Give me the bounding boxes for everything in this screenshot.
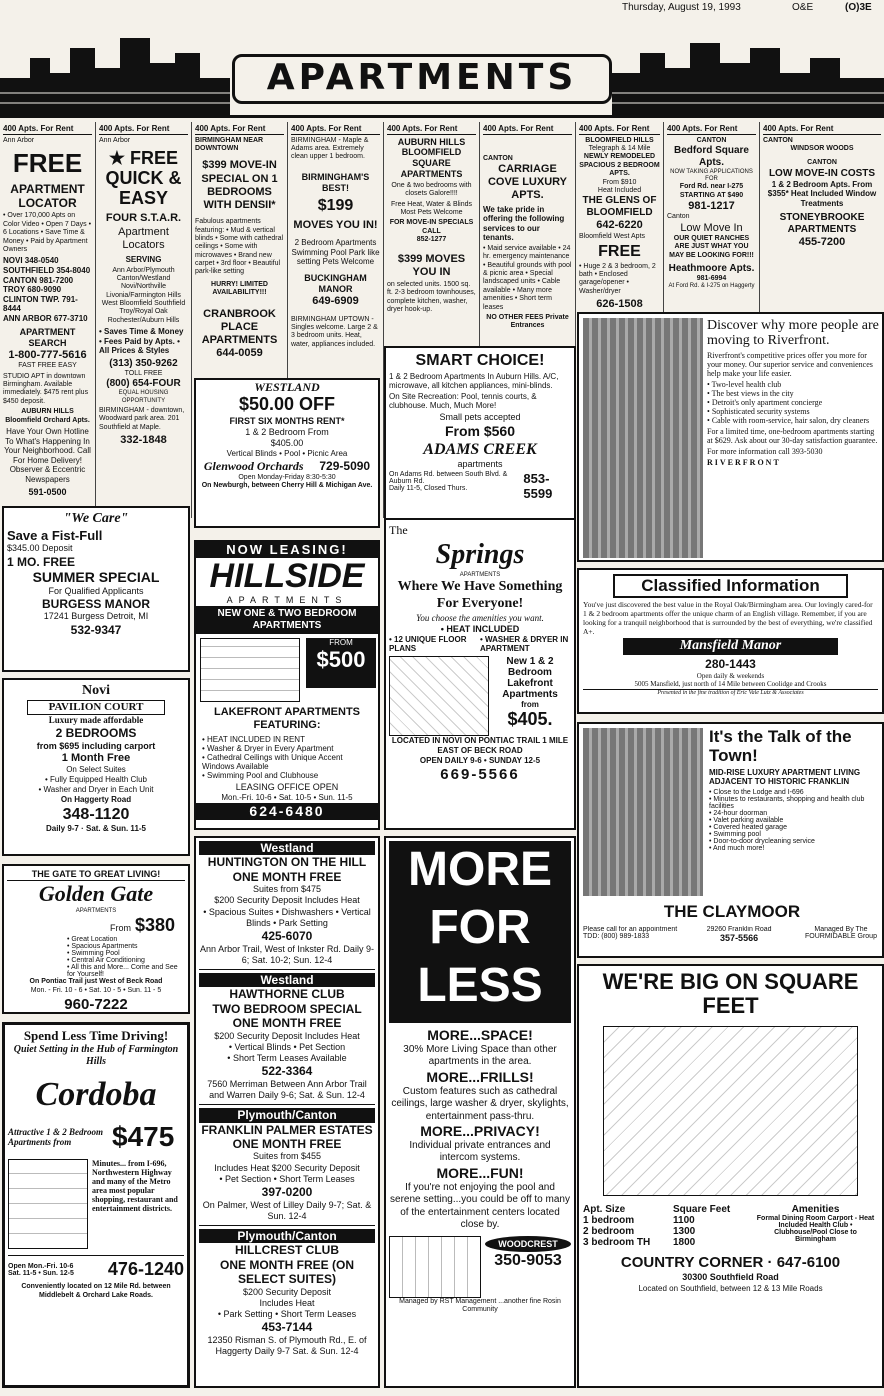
talk-of-town: It's the Talk of the Town!	[709, 728, 852, 765]
birmingham-listing: BIRMINGHAM - Maple & Adams area. Extremely clean upper 1 bedroom.	[291, 136, 369, 161]
remodeled-desc: NEWLY REMODELED SPACIOUS 2 BEDROOM APTS.	[579, 153, 660, 178]
feature-list: Fabulous apartments featuring: • Mud & vertical blinds • Some with cathedral ceilings • Some with microwaves • Brand new carpet • 3rd floor • Beautiful park-like setting	[195, 218, 284, 276]
mansfield-phone: 280-1443	[705, 657, 756, 672]
smart-choice-price: $560	[483, 423, 516, 440]
riverfront-building-photo	[583, 318, 703, 558]
golden-apts: APARTMENTS	[75, 907, 117, 914]
hillside-name: HILLSIDE	[209, 556, 365, 595]
woodcrest-ad	[384, 836, 576, 1388]
col-square-feet: Square Feet	[673, 1204, 731, 1216]
springs-apts: APARTMENTS	[459, 571, 501, 578]
col-amenities: Amenities	[791, 1204, 840, 1216]
bloomfield-sub: One & two bedrooms with closets Galore!!!!	[391, 181, 472, 198]
serving-label: SERVING	[125, 254, 162, 264]
pavilion-club: • Fully Equipped Health Club	[45, 775, 147, 785]
golden-hours: Mon. - Fri. 10 - 6 • Sat. 10 - 5 • Sun. 11 - 5	[30, 986, 162, 994]
glenwood-location: On Newburgh, between Cherry Hill & Michigan Ave.	[201, 482, 373, 490]
glenwood-open: Open Monday-Friday 8:30-5:30	[238, 473, 336, 481]
four-star-title: FOUR S.T.A.R.	[105, 212, 182, 225]
country-corner-location: Located on Southfield, between 12 & 13 Mile Roads	[638, 1283, 823, 1293]
free-quick-headline: ★ FREE QUICK & EASY	[105, 147, 182, 208]
cordoba-location: Conveniently located on 12 Mile Rd. between Middlebelt & Orchard Lake Roads.	[21, 1283, 171, 1300]
toll-free-label: TOLL FREE	[124, 370, 163, 378]
claymoor-building-photo	[583, 728, 703, 896]
springs-map	[389, 656, 489, 736]
stoneybrooke-phone: 455-7200	[798, 235, 846, 248]
bedford-taking: NOW TAKING APPLICATIONS FOR	[670, 168, 753, 183]
pavilion-hours: Daily 9-7 · Sat. & Sun. 11-5	[45, 824, 147, 834]
smart-choice-pets: Small pets accepted	[439, 412, 521, 423]
issue-date: Thursday, August 19, 1993	[622, 2, 741, 13]
pavilion-price: from $695 including carport	[36, 740, 156, 751]
riverfront-list: • Two-level health club • The best views in the city • Detroit's only apartment concierge • Sophisticated security systems • Cable with room-service, hair salon, dry cleaners	[707, 379, 870, 425]
section-heading: 400 Apts. For Rent	[3, 124, 92, 135]
golden-features: • Great Location • Spacious Apartments • Swimming Pool • Central Air Conditioning • All this and More... Come and See for Yourself!	[67, 936, 178, 979]
bloomfield-west-free: FREE	[598, 242, 641, 260]
hotline-phone: 591-0500	[28, 486, 67, 497]
classified-body: You've just discovered the best value in the Royal Oak/Birmingham area. Our lovingly cared-for 1 & 2 bedroom apartments offer the unique charm of an English village. Remember, if you are looking for a tranquil neighborhood that is surrounded by the best of everything, we're classified A+.	[583, 600, 873, 637]
woodcrest-management: Managed by RST Management ...another fine Rosin Community	[399, 1297, 561, 1314]
col-apt-size: Apt. Size	[583, 1204, 626, 1216]
springs-ad	[384, 518, 576, 830]
golden-gate-name: Golden Gate	[38, 881, 154, 907]
mansfield-tag: Presented in the fine tradition of Eric Vale Lutz & Associates	[583, 689, 878, 698]
page-number: (O)3E	[845, 2, 872, 13]
move-in-special: $399 MOVE-IN SPECIAL ON 1 BEDROOMS WITH DENSII*	[201, 159, 278, 211]
stoneybrooke-units: 1 & 2 Bedroom Apts. From $355* Heat Included Window Treatments	[767, 179, 877, 208]
burgess-phone: 532-9347	[70, 622, 122, 637]
pavilion-court-ad	[2, 678, 190, 856]
mansfield-manor-ad	[577, 568, 884, 714]
moves-in-headline: $399 MOVES YOU IN	[397, 252, 466, 278]
adams-creek-name: ADAMS CREEK	[423, 441, 537, 459]
more-fun: MORE...FUN!	[436, 1164, 524, 1181]
birmingham-heading: BIRMINGHAM NEAR DOWNTOWN	[195, 136, 264, 152]
manor-name: BUCKINGHAM MANOR	[304, 272, 367, 294]
glens-from: From $910	[602, 178, 637, 186]
townhouse-desc: on selected units. 1500 sq. ft. 2-3 bedroom townhouses, complete kitchen, washer, dryer hook-up.	[387, 280, 476, 314]
riverfront-info: For more information call 393-5030	[707, 446, 823, 456]
claymoor-list: • Close to the Lodge and I-696 • Minutes to restaurants, shopping and health club facilities • 24-hour doorman • Valet parking available • Covered heated garage • Swimming pool • Door-to-door drycleaning service • And much more!	[709, 789, 865, 853]
more-frills-text: Custom features such as cathedral ceilings, large washer & dryer, skylights, entertainment pass-thru.	[391, 1085, 569, 1122]
canton-heading: CANTON	[763, 136, 793, 144]
claymoor-name: THE CLAYMOOR	[663, 902, 801, 921]
hillside-new: NEW ONE & TWO BEDROOM APARTMENTS	[196, 606, 378, 634]
listing-hawthorne: Westland HAWTHORNE CLUB TWO BEDROOM SPECIAL ONE MONTH FREE $200 Security Deposit Includes Heat • Vertical Blinds • Pet Section • Short Term Leases Available 522-3364 7560 Merriman Between Ann Arbor Trail and Warren Daily 9-6; Sat. & Sun. 12-4	[199, 970, 375, 1105]
mansfield-open: Open daily & weekends	[696, 671, 765, 680]
cordoba-open: Open Mon.-Fri. 10-6 Sat. 11-5 • Sun. 12-5	[8, 1262, 74, 1277]
table-row: 2 bedroom 1300	[583, 1226, 696, 1238]
smart-choice-from: From	[444, 423, 480, 440]
locator-title: APARTMENT LOCATOR	[10, 181, 85, 210]
bloomfield-hills-heading: BLOOMFIELD HILLS	[585, 136, 654, 144]
westland-group-ad	[194, 836, 380, 1388]
locator-phone: (313) 350-9262	[109, 358, 178, 370]
special-label: FOR MOVE-IN SPECIALS CALL	[389, 219, 474, 235]
search-phone: 1-800-777-5616	[8, 349, 87, 362]
golden-phone: 960-7222	[64, 995, 128, 1013]
springs-open: OPEN DAILY 9-6 • SUNDAY 12-5	[419, 756, 541, 766]
westland-heading: WESTLAND	[254, 380, 320, 394]
smart-choice-body: 1 & 2 Bedroom Apartments In Auburn Hills. A/C, microwave, all kitchen appliances, mini-blinds.	[389, 372, 559, 391]
springs-heat: • HEAT INCLUDED	[440, 623, 520, 634]
pavilion-road: On Haggerty Road	[60, 795, 132, 805]
golden-price: $380	[134, 915, 175, 936]
bloomfield-west-label: Bloomfield West Apts	[579, 232, 646, 240]
we-care-headline: "We Care"	[63, 511, 129, 526]
area-label: Ann Arbor	[99, 136, 131, 144]
pavilion-name: PAVILION COURT	[27, 700, 165, 715]
canton-label: CANTON	[807, 159, 837, 167]
hillside-map	[200, 638, 300, 702]
column-9	[760, 122, 884, 312]
windsor-name: WINDSOR WOODS	[790, 144, 854, 152]
bloomfield-hills-sub: Telegraph & 14 Mile	[588, 144, 651, 152]
claymoor-tdd: TDD: (800) 989-1833	[583, 933, 650, 940]
heathmoore-address: At Ford Rd. & I-275 on Haggerty	[668, 283, 755, 290]
woodcrest-logo: WOODCREST	[485, 1236, 571, 1252]
area-label: Ann Arbor	[3, 136, 35, 144]
leasing-hours: Mon.-Fri. 10-6 • Sat. 10-5 • Sun. 11-5	[221, 792, 353, 802]
section-heading: 400 Apts. For Rent	[99, 124, 188, 135]
canton-label: CANTON	[483, 154, 513, 162]
springs-where: Where We Have Something For Everyone!	[397, 579, 563, 611]
bloomfield-phone: 852-1277	[416, 236, 447, 244]
adams-creek-sub: apartments	[457, 459, 503, 470]
smart-choice-recreation: On Site Recreation: Pool, tennis courts, & clubhouse. Much, Much More!	[389, 392, 537, 411]
moves-label: MOVES YOU IN!	[293, 218, 378, 231]
listing-huntington: Westland HUNTINGTON ON THE HILL ONE MONTH FREE Suites from $475 $200 Security Deposit Includes Heat • Spacious Suites • Dishwashers • Vertical Blinds • Park Setting 425-6070 Ann Arbor Trail, West of Inkster Rd. Daily 9-6; Sat. 10-2; Sun. 12-4	[199, 841, 375, 970]
mansfield-name: Mansfield Manor	[623, 638, 838, 655]
section-heading: 400 Apts. For Rent	[667, 124, 756, 135]
pavilion-luxury: Luxury made affordable	[48, 714, 144, 725]
riverfront-ad	[577, 312, 884, 562]
canton-heading: CANTON	[696, 136, 727, 144]
apartments-banner	[0, 28, 884, 118]
more-space-text: 30% More Living Space than other apartments in the area.	[403, 1043, 557, 1068]
glenwood-name: Glenwood Orchards	[203, 459, 304, 474]
springs-price: $405.	[507, 709, 553, 730]
claymoor-mid: MID-RISE LUXURY APARTMENT LIVING ADJACENT TO HISTORIC FRANKLIN	[709, 768, 861, 787]
more-word: MORE	[408, 843, 552, 896]
bedford-name: Bedford Square Apts.	[673, 144, 749, 168]
springs-washer: • WASHER & DRYER IN APARTMENT	[480, 635, 569, 654]
equal-housing: EQUAL HOUSING OPPORTUNITY	[118, 390, 169, 404]
pavilion-novi: Novi	[82, 683, 110, 698]
bloomfield-west-list: • Huge 2 & 3 bedroom, 2 bath • Enclosed garage/opener • Washer/dryer	[579, 262, 656, 295]
fifty-off: $50.00 OFF	[238, 394, 336, 415]
best-headline: BIRMINGHAM'S BEST!	[301, 171, 370, 193]
locator-bullets: • Over 170,000 Apts on Color Video • Open 7 Days • 6 Locations • Save Time & Money • Paid by Apartment Owners	[3, 212, 92, 253]
claymoor-ad	[577, 722, 884, 958]
section-heading: 400 Apts. For Rent	[483, 124, 572, 135]
locators-title: Apartment Locators	[118, 225, 169, 251]
hillside-price: $500	[316, 647, 366, 673]
pavilion-wd: • Washer and Dryer in Each Unit	[38, 785, 154, 795]
claymoor-call: Please call for an appointment	[583, 926, 678, 933]
riverfront-headline: Discover why more people are moving to Riverfront.	[707, 318, 879, 349]
city-list: NOVI 348-0540 SOUTHFIELD 354-8040 CANTON 981-7200 TROY 680-9090 CLINTON TWP. 791-8444 ANN ARBOR 677-3710	[3, 256, 91, 323]
more-space: MORE...SPACE!	[427, 1027, 533, 1043]
summer-special: SUMMER SPECIAL	[32, 569, 160, 586]
hillside-from: FROM	[329, 638, 353, 648]
section-heading: 400 Apts. For Rent	[579, 124, 660, 135]
less-word: LESS	[417, 959, 543, 1012]
table-row: 1 bedroom 1100	[583, 1215, 695, 1227]
springs-beds: New 1 & 2 Bedroom Lakefront Apartments	[502, 656, 558, 701]
glens-name: THE GLENS OF BLOOMFIELD	[582, 195, 657, 219]
birmingham-phone: 332-1848	[120, 433, 167, 446]
adams-phone: 853-5599	[523, 470, 553, 501]
column-7	[576, 122, 664, 312]
search-tag: FAST FREE EASY	[18, 362, 77, 370]
heathmoore-phone: 981-6994	[696, 275, 727, 283]
section-heading: 400 Apts. For Rent	[195, 124, 284, 135]
glens-heat: Heat Included	[597, 186, 642, 194]
section-heading: 400 Apts. For Rent	[763, 124, 881, 135]
bedford-road: Ford Rd. near I-275	[679, 183, 744, 191]
carriage-fees: NO OTHER FEES Private Entrances	[486, 314, 569, 330]
column-1	[0, 122, 96, 518]
springs-choose: You choose the amenities you want.	[416, 612, 544, 623]
canton-label: Canton	[667, 213, 690, 221]
search-title: APARTMENT SEARCH	[19, 327, 76, 349]
carriage-body: We take pride in offering the following services to our tenants.	[483, 204, 565, 243]
golden-from: From	[109, 923, 131, 934]
month-free: 1 MO. FREE	[7, 554, 76, 569]
lakefront-heading: LAKEFRONT APARTMENTS FEATURING:	[213, 706, 361, 732]
adams-location: On Adams Rd. between South Blvd. & Auburn Rd.	[389, 470, 508, 485]
riverfront-body: Riverfront's competitive prices offer you more for your money. Our superior service and conveniences help make your life easier.	[707, 350, 873, 378]
leasing-office: LEASING OFFICE OPEN	[235, 781, 339, 792]
availability-note: HURRY! LIMITED AVAILABILITY!!!	[211, 280, 268, 297]
cordoba-phone: 476-1240	[107, 1259, 184, 1280]
claymoor-managed: Managed By The FOURMIDABLE Group	[805, 926, 877, 940]
hillside-sub: APARTMENTS	[226, 594, 348, 605]
hillside-phone: 624-6480	[196, 803, 378, 820]
paper-name: O&E	[792, 2, 814, 13]
woodcrest-map	[389, 1236, 481, 1298]
cordoba-drive: Spend Less Time Driving!	[23, 1028, 169, 1043]
great-living: THE GATE TO GREAT LIVING!	[7, 869, 185, 881]
more-privacy: MORE...PRIVACY!	[420, 1123, 540, 1140]
springs-name: Springs	[435, 539, 525, 570]
cordoba-quiet: Quiet Setting in the Hub of Farmington Hills	[13, 1043, 179, 1068]
low-move-in: LOW MOVE-IN COSTS	[768, 167, 876, 179]
locator-bullets: • Saves Time & Money • Fees Paid by Apts. • All Prices & Styles	[99, 327, 184, 356]
smart-choice-headline: SMART CHOICE!	[415, 352, 545, 369]
springs-floor-plans: • 12 UNIQUE FLOOR PLANS	[389, 635, 467, 654]
glenwood-phone: 729-5090	[319, 459, 371, 474]
pavilion-beds: 2 BEDROOMS	[55, 726, 137, 741]
low-move-in: Low Move In	[680, 221, 743, 234]
section-heading: 400 Apts. For Rent	[387, 124, 476, 135]
amenities-list: Formal Dining Room Carport - Heat Included Health Club • Clubhouse/Pool Close to Birmingham	[756, 1215, 875, 1244]
six-months: FIRST SIX MONTHS RENT*	[229, 415, 345, 426]
listing-franklin-palmer: Plymouth/Canton FRANKLIN PALMER ESTATES ONE MONTH FREE Suites from $455 Includes Heat $200 Security Deposit • Pet Section • Short Term Leases 397-0200 On Palmer, West of Lilley Daily 9-7; Sat. & Sun. 12-4	[199, 1105, 375, 1226]
cordoba-name: Cordoba	[35, 1075, 157, 1113]
fist-full: Save a Fist-Full	[7, 527, 103, 543]
column-8	[664, 122, 760, 312]
section-heading: 400 Apts. For Rent	[291, 124, 380, 135]
mansfield-address: 5005 Mansfield, just north of 14 Mile between Coolidge and Crooks	[634, 680, 827, 689]
glenwood-amenities: Vertical Blinds • Pool • Picnic Area	[226, 449, 348, 459]
page-header	[0, 0, 884, 16]
adams-hours: Daily 11-5, Closed Thurs.	[389, 484, 468, 492]
claymoor-phone: 357-5566	[720, 933, 759, 943]
serving-cities: Ann Arbor/Plymouth Canton/Westland Novi/Northville Livonia/Farmington Hills West Bloomfield Southfield Troy/Royal Oak Rochester/Auburn Hills	[101, 266, 186, 324]
springs-from: from	[521, 700, 539, 710]
bloomfield-square-name: AUBURN HILLS BLOOMFIELD SQUARE APARTMENTS	[397, 136, 466, 179]
cranbrook-phone: 644-0059	[216, 347, 263, 360]
golden-location: On Pontiac Trail just West of Beck Road	[29, 978, 163, 986]
heathmoore-name: Heathmoore Apts.	[668, 263, 755, 275]
glenwood-ad	[194, 378, 380, 528]
more-fun-text: If you're not enjoying the pool and serene setting...you could be off to many of the entertainment centers located close by.	[390, 1181, 570, 1231]
ranches-headline: OUR QUIET RANCHES ARE JUST WHAT YOU MAY BE LOOKING FOR!!!	[669, 234, 754, 259]
bedford-price: STARTING AT $490	[679, 191, 744, 199]
glens-phone: 642-6220	[596, 219, 643, 232]
hillside-features: • HEAT INCLUDED IN RENT • Washer & Dryer in Every Apartment • Cathedral Ceilings with Unique Accent Windows Available • Swimming Pool and Clubhouse	[202, 734, 343, 780]
pavilion-month-free: 1 Month Free	[61, 751, 131, 764]
hillside-ad	[194, 540, 380, 830]
column-2	[96, 122, 192, 518]
uptown-listing: BIRMINGHAM UPTOWN - Singles welcome. Large 2 & 3 bedroom units. Heat, water, appliances included.	[291, 315, 378, 348]
carriage-cove-name: CARRIAGE COVE LUXURY APTS.	[487, 162, 568, 202]
bedford-phone: 981-1217	[688, 200, 735, 213]
auburn-ad: AUBURN HILLS Bloomfield Orchard Apts.	[5, 408, 90, 424]
carriage-services: • Maid service available • 24 hr. emergency maintenance • Beautiful grounds with pool & picnic area • Special landscaped units • Cable available • Many more amenities • Short term leases	[483, 244, 572, 311]
springs-location: LOCATED IN NOVI ON PONTIAC TRAIL 1 MILE EAST OF BECK ROAD	[391, 736, 569, 756]
qualified: For Qualified Applicants	[48, 585, 144, 596]
table-row: 3 bedroom TH 1800	[583, 1237, 696, 1249]
cordoba-ad	[2, 1022, 190, 1388]
big-sq-headline: WE'RE BIG ON SQUARE FEET	[602, 969, 859, 1019]
hotline-ad: Have Your Own Hotline To What's Happening In Your Neighborhood. Call For Home Delivery! Observer & Eccentric Newspapers	[4, 426, 91, 484]
cordoba-attractive: Attractive 1 & 2 Bedroom Apartments from	[8, 1127, 103, 1148]
claymoor-address: 29260 Franklin Road	[706, 926, 772, 933]
burgess-manor-ad	[2, 506, 190, 672]
country-corner-address: 30300 Southfield Road	[682, 1272, 779, 1283]
riverfront-limited: For a limited time, one-bedroom apartments starting at $629. Ask about our 30-day satisfaction guarantee.	[707, 426, 878, 445]
manor-phone: 649-6909	[312, 294, 359, 307]
stoneybrooke-name: STONEYBROOKE APARTMENTS	[779, 211, 865, 235]
burgess-name: BURGESS MANOR	[41, 597, 150, 612]
birmingham-ad: BIRMINGHAM - downtown, Woodward park area. 201 Southfield at Maple.	[99, 406, 185, 431]
now-leasing: NOW LEASING!	[196, 542, 378, 558]
studio-ad: STUDIO APT in downtown Birmingham. Available immediately. $475 rent plus $450 deposit.	[3, 372, 89, 405]
pavilion-phone: 348-1120	[62, 806, 130, 824]
banner-title: APARTMENTS	[232, 54, 612, 104]
classified-headline: Classified Information	[613, 574, 848, 598]
country-corner-name: COUNTRY CORNER · 647-6100	[620, 1254, 841, 1272]
bloomfield-free: Free Heat, Water & Blinds Most Pets Welcome	[390, 200, 473, 216]
more-privacy-text: Individual private entrances and intercom systems.	[409, 1139, 551, 1164]
country-corner-ad	[577, 964, 884, 1388]
springs-phone: 669-5566	[440, 766, 520, 784]
cordoba-map	[8, 1159, 88, 1249]
deposit: $345.00 Deposit	[7, 543, 73, 554]
for-word: FOR	[429, 901, 531, 954]
glenwood-price: $405.00	[270, 438, 304, 449]
bedroom-from: 1 & 2 Bedroom From	[245, 426, 329, 437]
move-in-price: $199	[317, 197, 354, 215]
floorplan-illustration	[603, 1026, 858, 1196]
springs-the: The	[389, 523, 408, 537]
cordoba-price: $475	[112, 1121, 175, 1153]
riverfront-logo: RIVERFRONT	[707, 457, 781, 467]
toll-free-phone: (800) 654-FOUR	[106, 378, 181, 390]
woodcrest-phone: 350-9053	[494, 1251, 562, 1269]
listing-hillcrest: Plymouth/Canton HILLCREST CLUB ONE MONTH FREE (ON SELECT SUITES) $200 Security Deposit Includes Heat • Park Setting • Short Term Leases 453-7144 12350 Risman S. of Plymouth Rd., E. of Haggerty Daily 9-7 Sat. & Sun. 12-4	[199, 1226, 375, 1357]
smart-choice-ad	[384, 346, 576, 528]
burgess-address: 17241 Burgess Detroit, MI	[43, 611, 149, 622]
free-headline: FREE	[12, 147, 83, 178]
manor-features: 2 Bedroom Apartments Swimming Pool Park like setting Pets Welcome	[291, 238, 380, 267]
golden-gate-ad	[2, 864, 190, 1014]
bloomfield-west-phone: 626-1508	[596, 298, 643, 311]
cordoba-minutes: Minutes... from I-696, Northwestern Highway and many of the Metro area most popular shopping, restaurant and entertainment districts.	[92, 1159, 178, 1214]
cranbrook-name: CRANBROOK PLACE APARTMENTS	[201, 307, 278, 347]
pavilion-select: On Select Suites	[66, 765, 126, 775]
more-frills: MORE...FRILLS!	[426, 1068, 534, 1085]
